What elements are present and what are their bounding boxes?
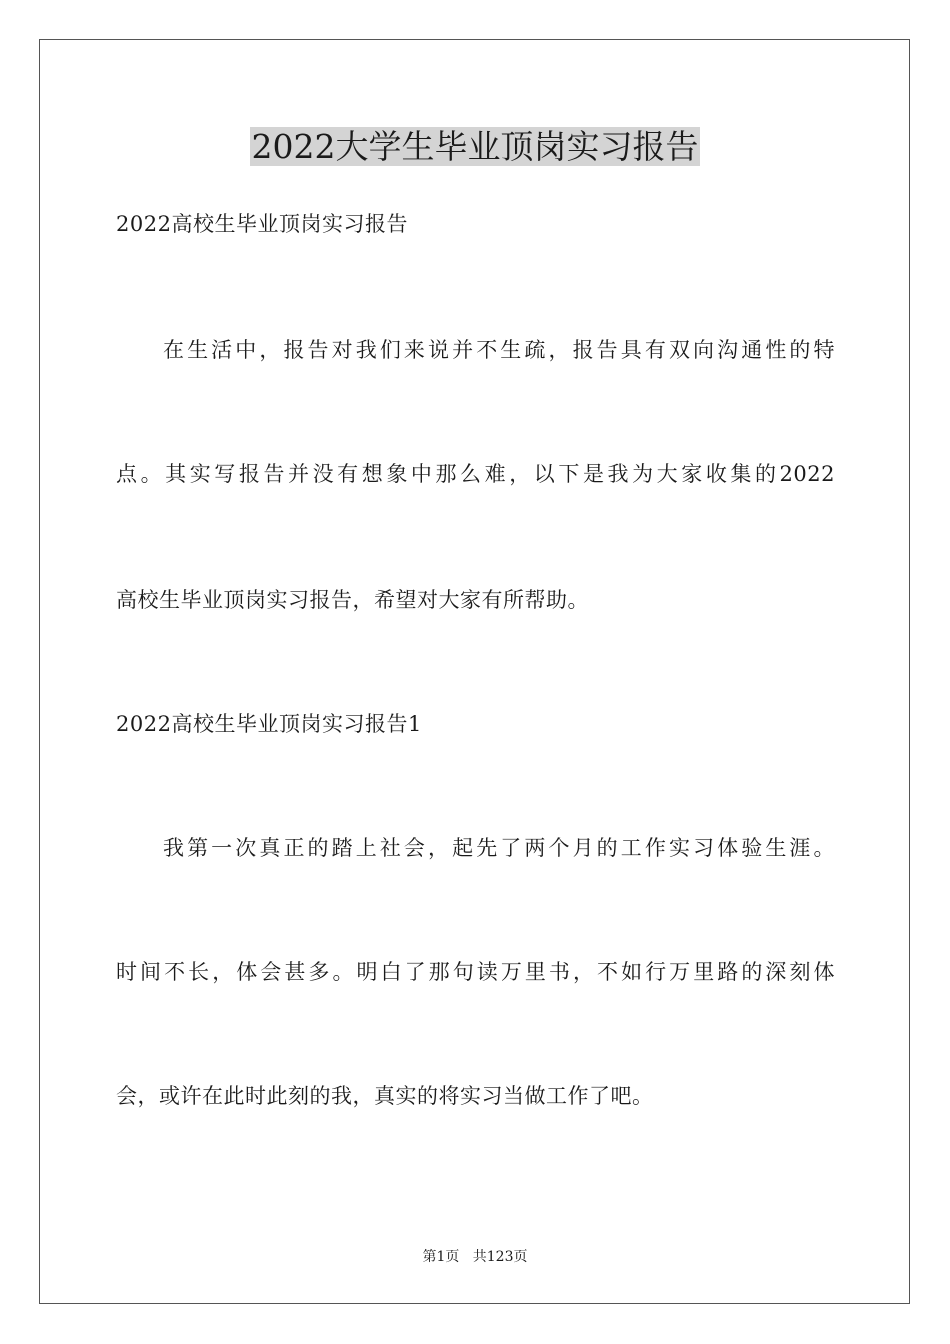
body-line-2: 时间不长，体会甚多。明白了那句读万里书，不如行万里路的深刻体 — [116, 960, 835, 984]
page-number-footer: 第1页 共123页 — [422, 1249, 528, 1265]
intro-line-2: 点。其实写报告并没有想象中那么难，以下是我为大家收集的2022 — [116, 462, 835, 486]
body-line-3: 会，或许在此时此刻的我，真实的将实习当做工作了吧。 — [116, 1084, 654, 1108]
document-title — [0, 126, 950, 168]
document-subtitle: 2022高校生毕业顶岗实习报告 — [116, 212, 408, 236]
body-line-1: 我第一次真正的踏上社会，起先了两个月的工作实习体验生涯。 — [163, 836, 835, 860]
document-title-text: 2022大学生毕业顶岗实习报告 — [251, 127, 699, 166]
section-heading: 2022高校生毕业顶岗实习报告1 — [116, 712, 422, 736]
intro-line-3: 高校生毕业顶岗实习报告，希望对大家有所帮助。 — [116, 588, 589, 612]
intro-line-1: 在生活中，报告对我们来说并不生疏，报告具有双向沟通性的特 — [163, 338, 835, 362]
